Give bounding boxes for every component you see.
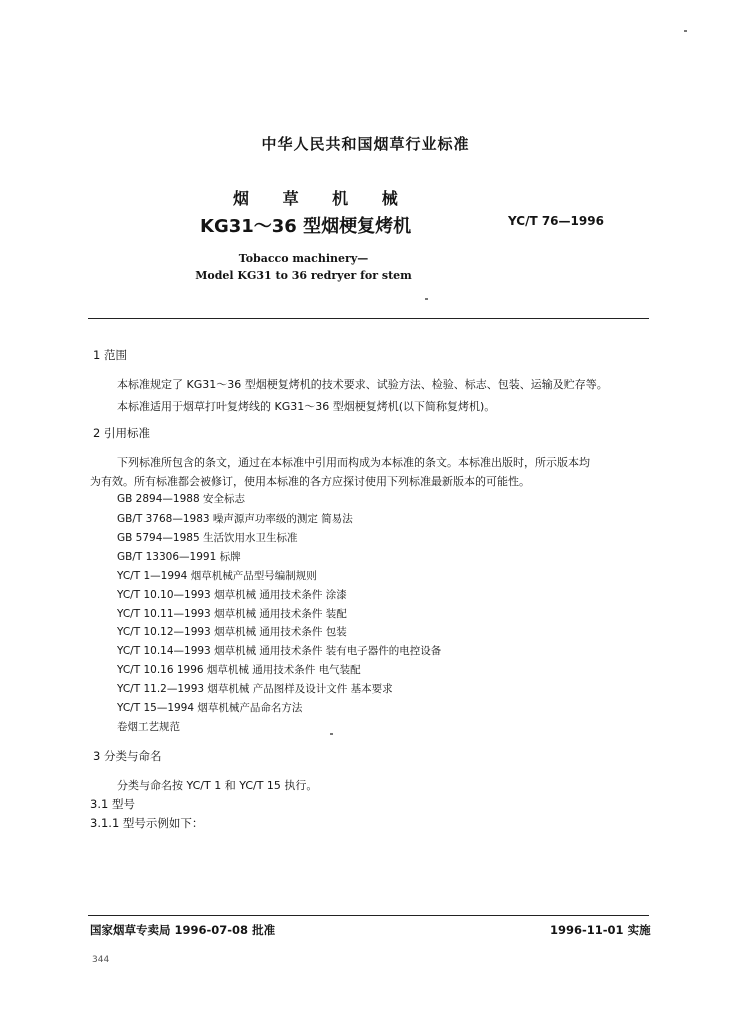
approval-date: 国家烟草专卖局 1996-07-08 批准	[90, 923, 276, 937]
reference-item: YC/T 1—1994 烟草机械产品型号编制规则	[117, 570, 317, 582]
section2-paragraph-line2: 为有效。所有标准都会被修订，使用本标准的各方应探讨使用下列标准最新版本的可能性。	[90, 475, 530, 488]
issuing-body-header: 中华人民共和国烟草行业标准	[261, 135, 470, 153]
reference-item: GB/T 3768—1983 噪声源声功率级的测定 简易法	[117, 513, 353, 525]
scan-speck	[684, 30, 687, 32]
section1-heading: 1 范围	[93, 348, 127, 362]
page-number: 344	[92, 955, 110, 965]
reference-item: 卷烟工艺规范	[117, 721, 180, 733]
title-cn-line1: 烟 草 机 械	[233, 189, 412, 208]
reference-item: GB 2894—1988 安全标志	[117, 493, 245, 505]
subsection-3-1: 3.1 型号	[90, 797, 135, 811]
reference-item: YC/T 10.14—1993 烟草机械 通用技术条件 装有电子器件的电控设备	[117, 645, 442, 657]
reference-item: YC/T 10.10—1993 烟草机械 通用技术条件 涂漆	[117, 589, 347, 601]
title-cn-line2: KG31～36 型烟梗复烤机	[200, 216, 412, 237]
implementation-date: 1996-11-01 实施	[550, 923, 651, 937]
reference-item: YC/T 10.11—1993 烟草机械 通用技术条件 装配	[117, 608, 347, 620]
reference-item: GB 5794—1985 生活饮用水卫生标准	[117, 532, 298, 544]
reference-item: YC/T 11.2—1993 烟草机械 产品图样及设计文件 基本要求	[117, 683, 393, 695]
reference-item: GB/T 13306—1991 标牌	[117, 551, 241, 563]
reference-item: YC/T 10.12—1993 烟草机械 通用技术条件 包装	[117, 626, 347, 638]
top-rule	[88, 318, 649, 319]
reference-item: YC/T 10.16 1996 烟草机械 通用技术条件 电气装配	[117, 664, 361, 676]
scan-speck	[425, 298, 428, 300]
subsection-3-1-1: 3.1.1 型号示例如下：	[90, 816, 204, 830]
section2-heading: 2 引用标准	[93, 426, 150, 440]
section3-paragraph: 分类与命名按 YC/T 1 和 YC/T 15 执行。	[117, 779, 318, 792]
section2-paragraph-line1: 下列标准所包含的条文，通过在本标准中引用而构成为本标准的条文。本标准出版时，所示版本均	[117, 456, 590, 469]
section1-paragraph1: 本标准规定了 KG31～36 型烟梗复烤机的技术要求、试验方法、检验、标志、包装、运输及贮存等。	[117, 378, 608, 391]
title-en-line1: Tobacco machinery—	[238, 252, 369, 265]
bottom-rule	[88, 915, 649, 916]
title-en-line2: Model KG31 to 36 redryer for stem	[195, 269, 412, 282]
scan-speck	[330, 733, 333, 735]
standard-number: YC/T 76—1996	[508, 214, 604, 228]
section1-paragraph2: 本标准适用于烟草打叶复烤线的 KG31～36 型烟梗复烤机(以下简称复烤机)。	[117, 400, 496, 413]
reference-item: YC/T 15—1994 烟草机械产品命名方法	[117, 702, 303, 714]
section3-heading: 3 分类与命名	[93, 749, 162, 763]
